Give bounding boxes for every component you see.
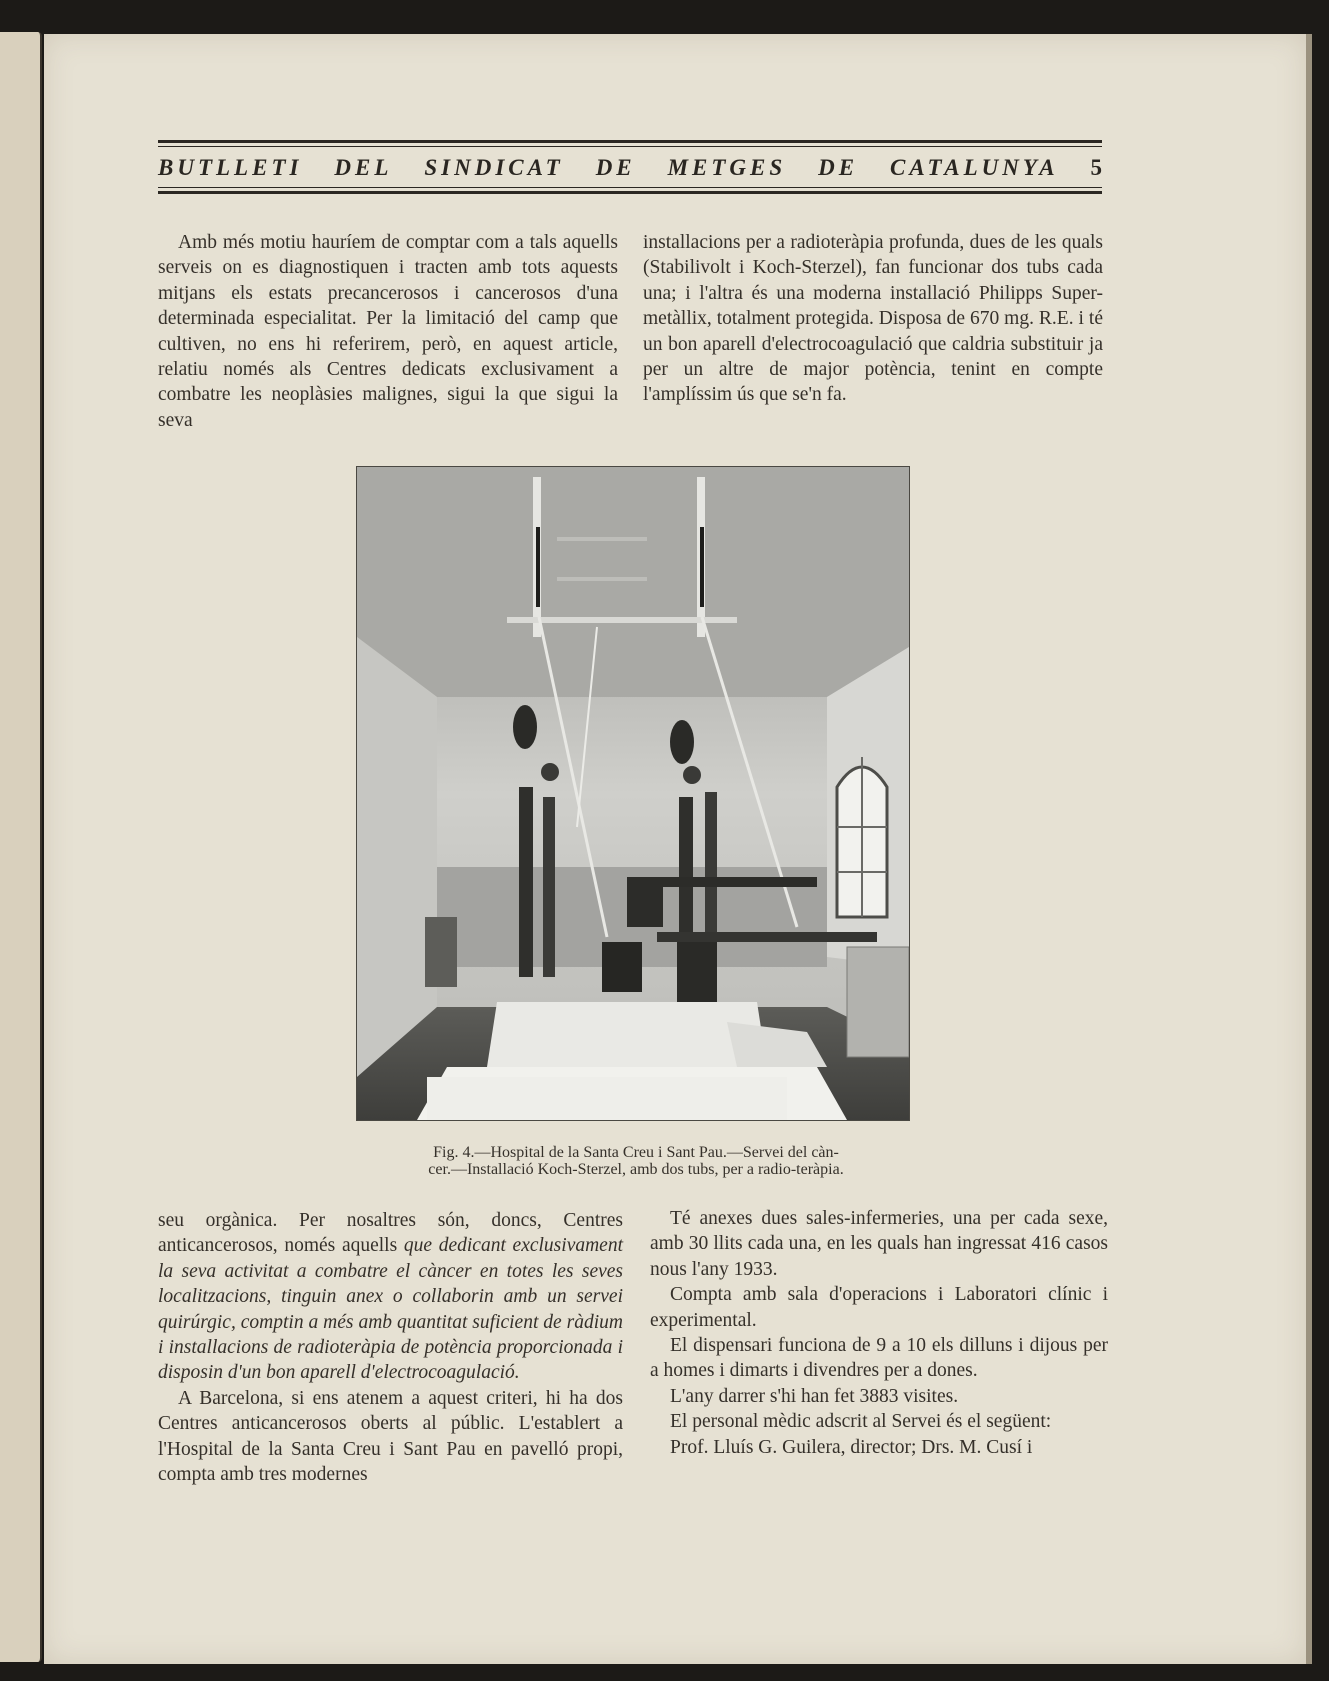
caption-line: cer.—Installació Koch-Sterzel, amb dos tubs, per a radio-teràpia. xyxy=(428,1161,844,1178)
column-bottom-right xyxy=(650,1206,1108,1460)
paragraph: Compta amb sala d'operacions i Laboratori clínic i experimental. xyxy=(650,1284,1108,1331)
running-head-word: SINDICAT xyxy=(424,155,564,180)
running-head-word: METGES xyxy=(667,155,787,180)
paragraph: El dispensari funciona de 9 a 10 els dilluns i dijous per a homes i dimarts i divendres per a dones. xyxy=(650,1335,1108,1382)
header-rule-top-thin xyxy=(158,146,1102,147)
running-head xyxy=(158,152,1102,184)
paragraph: installacions per a radioteràpia profunda, dues de les quals (Stabilivolt i Koch-Sterzel), fan funcionar dos tubs cada una; i l'altra és una moderna installació Philipps Super-metàllix, totalment protegida. Disposa de 670 mg. R.E. i té un bon aparell d'electrocoagulació que caldria substituir ja per un altre de major potència, tenint en compte l'amplíssim ús que se'n fa. xyxy=(643,232,1103,406)
figure-photo-radiotherapy-installation xyxy=(356,466,910,1121)
running-head-word: DE xyxy=(595,155,636,180)
page-edge-shadow xyxy=(1306,34,1312,1664)
paragraph: A Barcelona, si ens atenem a aquest criteri, hi ha dos Centres anticancerosos oberts al públic. L'establert a l'Hospital de la Santa Creu i Sant Pau en pavelló propi, compta amb tres modernes xyxy=(158,1387,623,1486)
paragraph-italic-text: que dedicant exclusivament la seva activitat a combatre el càncer en totes les seves localitzacions, tinguin anex o collaborin amb un servei quirúrgic, comptin a més amb quantitat suficient de ràdium i installacions de radioteràpia de potència proporcionada i disposin d'un bon aparell d'electrocoagulació. xyxy=(158,1235,623,1384)
paragraph: L'any darrer s'hi han fet 3883 visites. xyxy=(670,1385,959,1407)
paragraph-text: seu orgànica. Per nosaltres són, doncs, Centres anticancerosos, només aquells xyxy=(158,1210,623,1257)
paragraph xyxy=(158,1208,623,1386)
figure-caption xyxy=(366,1144,906,1178)
running-head-word: DE xyxy=(818,155,859,180)
column-bottom-left xyxy=(158,1208,623,1487)
header-rule-bottom-thick xyxy=(158,191,1102,194)
running-head-word: DEL xyxy=(334,155,393,180)
adjacent-page-edge xyxy=(0,32,42,1662)
column-top-left xyxy=(158,230,618,433)
paragraph: Té anexes dues sales-infermeries, una per cada sexe, amb 30 llits cada una, en les quals han ingressat 416 casos nous l'any 1933. xyxy=(650,1208,1108,1280)
page-number: 5 xyxy=(1090,155,1102,180)
paragraph: Amb més motiu hauríem de comptar com a tals aquells serveis on es diagnostiquen i tracten amb tots aquests mitjans els estats precancerosos i cancerosos d'una determinada especialitat. Per la limitació del camp que cultiven, no ens hi referirem, però, en aquest article, relatiu només als Centres dedicats exclusivament a combatre les neoplàsies malignes, sigui la que sigui la seva xyxy=(158,232,618,431)
running-head-word: CATALUNYA xyxy=(890,155,1059,180)
header-rule-top-thick xyxy=(158,140,1102,143)
caption-line: Fig. 4.—Hospital de la Santa Creu i Sant Pau.—Servei del càn- xyxy=(433,1144,839,1161)
paragraph: Prof. Lluís G. Guilera, director; Drs. M. Cusí i xyxy=(670,1436,1033,1458)
paragraph: El personal mèdic adscrit al Servei és el següent: xyxy=(670,1411,1052,1433)
header-rule-bottom-thin xyxy=(158,187,1102,188)
running-head-word: BUTLLETI xyxy=(158,155,303,180)
column-top-right xyxy=(643,230,1103,408)
